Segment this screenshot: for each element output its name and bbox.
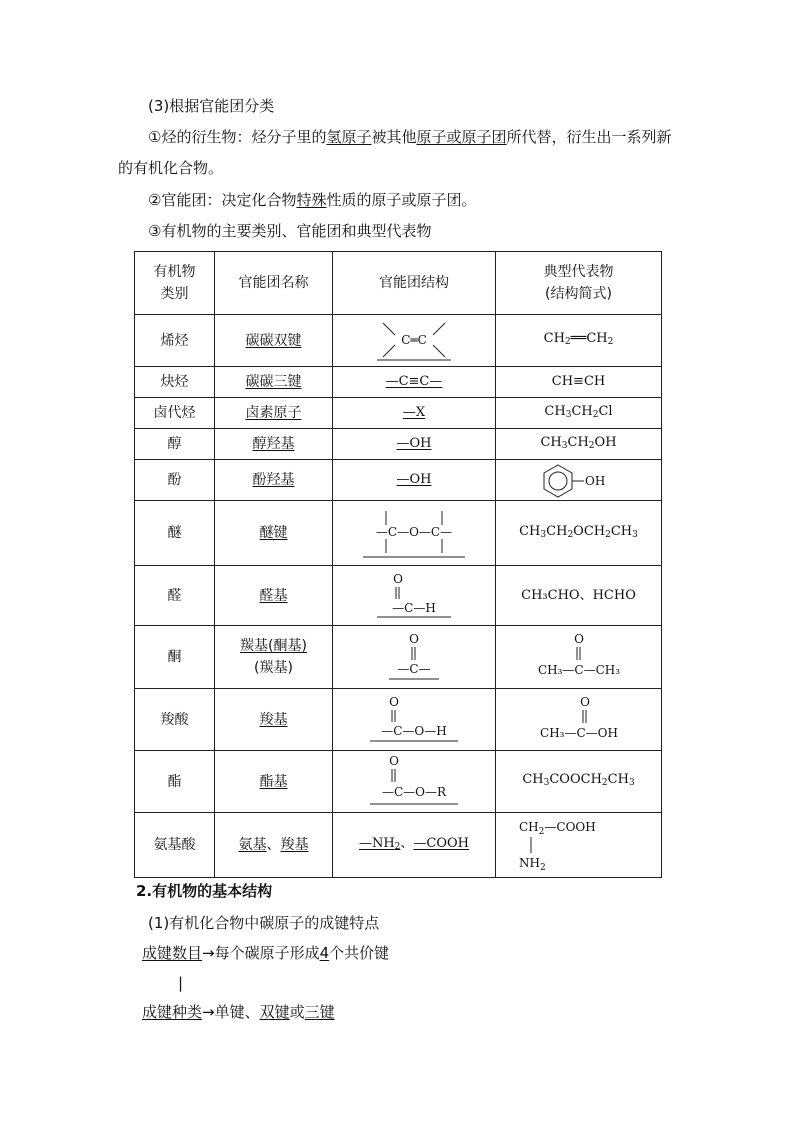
cell-fg-name: 醛基: [215, 566, 333, 626]
cell-class: 炔烃: [135, 367, 215, 398]
table-row: [135, 813, 662, 878]
struct-text: —C—H: [392, 600, 436, 615]
table-row: [135, 367, 662, 398]
cell-fg-name: 醚键: [215, 501, 333, 566]
aldehyde-structure: [369, 570, 459, 622]
header-representative: 典型代表物 (结构简式): [496, 252, 662, 315]
cell-fg-name: 氨基、羧基: [215, 813, 333, 878]
cell-rep: [496, 813, 662, 878]
struct-text: —C—: [397, 662, 431, 676]
cell-fg-name: 醇羟基: [215, 429, 333, 460]
cell-fg-structure: [333, 626, 496, 689]
cell-rep: $CH_3COOCH_2CH_3$: [496, 751, 662, 813]
svg-text:O: O: [389, 694, 399, 709]
cell-rep: $CH_3CH_2OCH_2CH_3$: [496, 501, 662, 566]
cell-rep: [496, 626, 662, 689]
cell-fg-name: 羧基: [215, 689, 333, 751]
glycine-nh2: $NH_2$: [518, 856, 546, 873]
cell-fg-name: 碳碳三键: [215, 367, 333, 398]
bond-number-line: 成键数目→每个碳原子形成4个共价键: [142, 944, 390, 962]
svg-text:O: O: [409, 632, 419, 646]
svg-text:O: O: [573, 632, 584, 646]
table-row: [135, 689, 662, 751]
carboxyl-structure: [364, 693, 464, 747]
cell-rep: $CH_2══CH_2$: [496, 315, 662, 367]
paragraph-functional-group: ②官能团：决定化合物特殊性质的原子或原子团。: [148, 191, 477, 209]
table-row: [135, 315, 662, 367]
alkene-structure: [369, 319, 459, 363]
cell-class: 卤代烃: [135, 398, 215, 429]
ether-structure: [359, 505, 469, 561]
table-row: [135, 566, 662, 626]
header-fg-name: 官能团名称: [215, 252, 333, 315]
heading-3: (3)根据官能团分类: [148, 97, 275, 115]
cell-class: 烯烃: [135, 315, 215, 367]
cell-rep: [496, 689, 662, 751]
svg-text:O: O: [579, 694, 590, 709]
cell-fg-structure: [333, 566, 496, 626]
cell-fg-name: 羰基(酮基) (羰基): [215, 626, 333, 689]
cell-fg-structure: [333, 689, 496, 751]
cell-fg-name: 酯基: [215, 751, 333, 813]
cell-rep: CH₃CHO、HCHO: [496, 566, 662, 626]
paragraph-table-caption: ③有机物的主要类别、官能团和典型代表物: [148, 222, 432, 240]
table-row: [135, 501, 662, 566]
cell-rep: [496, 460, 662, 501]
cell-fg-name: 卤素原子: [215, 398, 333, 429]
connector-bar: |: [178, 974, 184, 992]
cell-fg-structure: [333, 751, 496, 813]
struct-text: —C—O—C—: [375, 525, 453, 539]
cell-rep: CH≡CH: [496, 367, 662, 398]
table-row: [135, 460, 662, 501]
ester-structure: [364, 754, 464, 810]
subsection-1: (1)有机化合物中碳原子的成键特点: [148, 914, 380, 932]
cell-class: 羧酸: [135, 689, 215, 751]
cell-fg-structure: —OH: [333, 429, 496, 460]
struct-text: C═C: [401, 332, 427, 347]
cell-fg-name: 碳碳双键: [215, 315, 333, 367]
bond-type-line: 成键种类→单键、双键或三键: [142, 1003, 335, 1021]
cell-class: 醇: [135, 429, 215, 460]
table-row: [135, 626, 662, 689]
header-class: 有机物 类别: [135, 252, 215, 315]
cell-class: 氨基酸: [135, 813, 215, 878]
section-2-title: 2.有机物的基本结构: [136, 882, 273, 900]
rep-text: CH₃—C—OH: [539, 725, 618, 740]
glycine-structure: [509, 816, 649, 874]
cell-fg-structure: —OH: [333, 460, 496, 501]
table-row: [135, 751, 662, 813]
rep-text: CH₃—C—CH₃: [537, 663, 620, 677]
table-row: [135, 398, 662, 429]
functional-group-table: [134, 251, 662, 878]
svg-text:O: O: [389, 753, 399, 768]
svg-text:O: O: [393, 571, 403, 586]
cell-fg-structure: [333, 501, 496, 566]
glycine-top: $CH_2—COOH$: [518, 820, 596, 837]
cell-fg-structure: [333, 315, 496, 367]
ketone-structure: [369, 630, 459, 684]
cell-class: 醚: [135, 501, 215, 566]
paragraph-derivatives: ①烃的衍生物：烃分子里的氢原子被其他原子或原子团所代替，衍生出一系列新的有机化合物。: [118, 128, 672, 177]
table-row: [135, 429, 662, 460]
cell-fg-structure: —C≡C—: [333, 367, 496, 398]
acetic-acid-structure: [519, 693, 639, 747]
cell-fg-structure: $—NH_2$、—COOH: [333, 813, 496, 878]
cell-rep: $CH_3CH_2OH$: [496, 429, 662, 460]
acetone-structure: [519, 630, 639, 684]
cell-rep: $CH_3CH_2Cl$: [496, 398, 662, 429]
phenol-oh: OH: [584, 474, 605, 488]
cell-class: 酮: [135, 626, 215, 689]
cell-class: 酚: [135, 460, 215, 501]
benzene-ring-icon: [534, 462, 624, 498]
cell-class: 酯: [135, 751, 215, 813]
cell-fg-structure: —X: [333, 398, 496, 429]
header-fg-structure: 官能团结构: [333, 252, 496, 315]
cell-fg-name: 酚羟基: [215, 460, 333, 501]
struct-text: —C—O—R: [381, 784, 447, 799]
struct-text: —C—O—H: [381, 723, 447, 738]
cell-class: 醛: [135, 566, 215, 626]
